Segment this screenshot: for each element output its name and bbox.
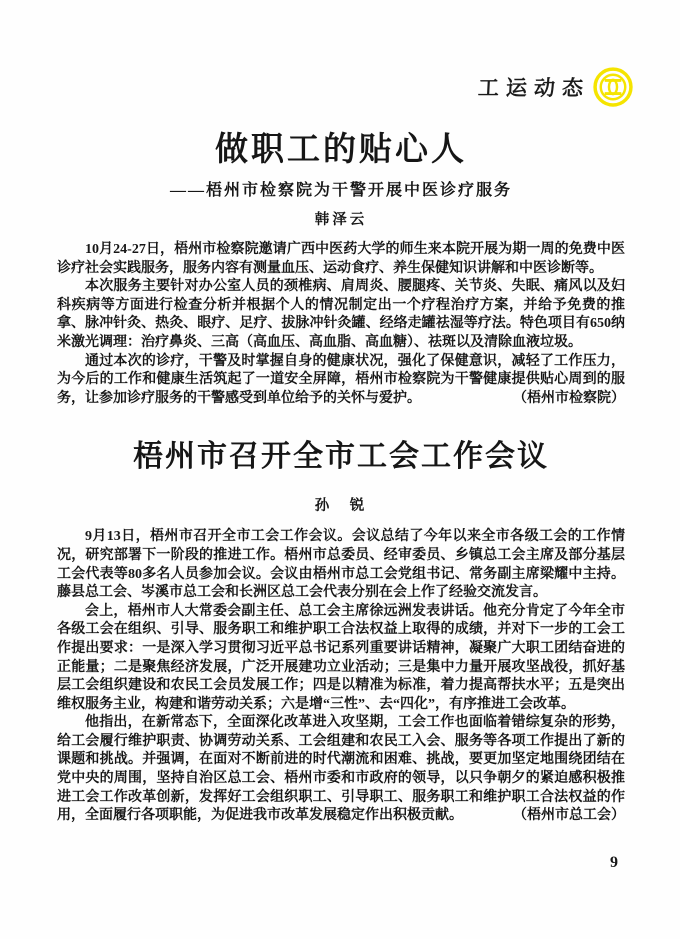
article-2-body bbox=[57, 528, 625, 826]
article-1-attribution: （梧州市检察院） bbox=[513, 390, 625, 406]
article-2-title: 梧州市召开全市工会工作会议 bbox=[133, 440, 549, 474]
article-1-body bbox=[57, 241, 625, 408]
article-2-attribution: （梧州市总工会） bbox=[513, 808, 625, 824]
paragraph-text: 他指出，在新常态下，全面深化改革进入攻坚期，工会工作也面临着错综复杂的形势，给工会履行维护职责、协调劳动关系、工会组建和农民工入会、服务等各项工作提出了新的课题和挑战。并强调，在面对不断前进的时代潮流和困难、挑战，要更加坚定地围绕团结在党中央的周围，坚持自治区总工会、梧州市委和市政府的领导，以只争朝夕的紧迫感积极推进工会工作改革创新，发挥好工会组织职工、引导职工、服务职工和维护职工合法权益的作用，全面履行各项职能，为促进我市改革发展稳定作出积极贡献。 bbox=[57, 715, 625, 824]
paragraph: 10月24-27日，梧州市检察院邀请广西中医药大学的师生来本院开展为期一周的免费中医诊疗社会实践服务，服务内容有测量血压、运动食疗、养生保健知识讲解和中医诊断等。 bbox=[57, 242, 625, 276]
page-number: 9 bbox=[610, 854, 618, 871]
masthead-title: 工运动态 bbox=[477, 76, 591, 100]
paragraph bbox=[57, 353, 625, 409]
article-2-author: 孙 锐 bbox=[314, 498, 368, 515]
paragraph: 9月13日，梧州市召开全市工会工作会议。会议总结了今年以来全市各级工会的工作情况，研究部署下一阶段的推进工作。梧州市总委员、经审委员、乡镇总工会主席及部分基层工会代表等80多名人员参加会议。会议由梧州市总工会党组书记、常务副主席梁耀中主持。藤县总工会、岑溪市总工会和长洲区总工会代表分别在会上作了经验交流发言。 bbox=[57, 529, 625, 601]
paragraph-text: 通过本次的诊疗，干警及时掌握自身的健康状况，强化了保健意识，减轻了工作压力，为今后的工作和健康生活筑起了一道安全屏障，梧州市检察院为干警健康提供贴心周到的服务，让参加诊疗服务的干警感受到单位给予的关怀与爱护。 bbox=[57, 353, 625, 406]
paragraph bbox=[57, 714, 625, 826]
paragraph: 会上，梧州市人大常委会副主任、总工会主席徐远洲发表讲话。他充分肯定了今年全市各级工会在组织、引导、服务职工和维护职工合法权益上取得的成绩，并对下一步的工会工作提出要求：一是深入学习贯彻习近平总书记系列重要讲话精神，凝聚广大职工团结奋进的正能量；二是聚焦经济发展，广泛开展建功立业活动；三是集中力量开展攻坚战役，抓好基层工会组织建设和农民工会员发展工作；四是以精准为标准，着力提高帮扶水平；五是突出维权服务主业，构建和谐劳动关系；六是增“三性”、去“四化”，有序推进工会改革。 bbox=[57, 603, 625, 712]
article-1-title: 做职工的贴心人 bbox=[215, 132, 467, 168]
article-1-subtitle: ——梧州市检察院为干警开展中医诊疗服务 bbox=[169, 182, 512, 199]
page-content bbox=[57, 0, 625, 826]
article-1-author: 韩泽云 bbox=[314, 212, 368, 228]
article-2 bbox=[57, 439, 625, 826]
article-1 bbox=[57, 131, 625, 408]
paragraph: 本次服务主要针对办公室人员的颈椎病、肩周炎、腰腿疼、关节炎、失眠、痛风以及妇科疾病等方面进行检查分析并根据个人的情况制定出一个疗程治疗方案，并给予免费的推拿、脉冲针灸、热灸、眼疗、足疗、拔脉冲针灸罐、经络走罐祛湿等疗法。特色项目有650纳米激光调理：治疗鼻炎、三高（高血压、高血脂、高血糖）、祛斑以及清除血液垃圾。 bbox=[57, 279, 625, 350]
